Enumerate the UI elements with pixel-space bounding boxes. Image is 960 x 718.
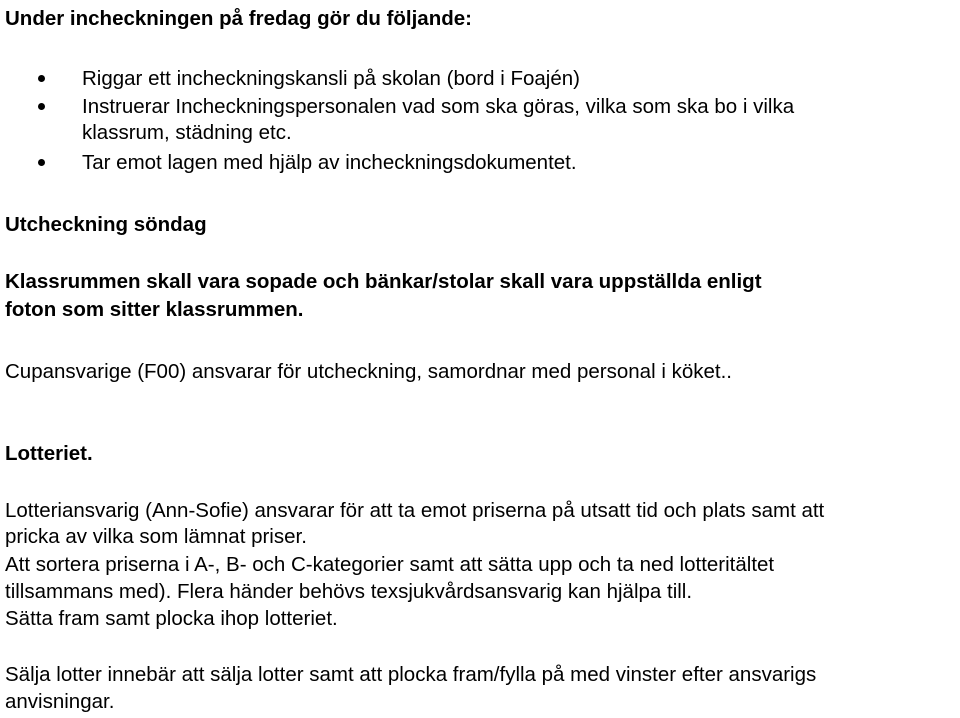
heading-checkout: Utcheckning söndag: [5, 213, 207, 236]
bullet-icon: [38, 103, 45, 110]
checkin-bullet-2-line-1: Instruerar Incheckningspersonalen vad som ska göras, vilka som ska bo i vilka: [82, 95, 795, 118]
checkin-bullet-2-line-2: klassrum, städning etc.: [82, 121, 292, 144]
lottery-sales-line-2: anvisningar.: [5, 690, 115, 713]
checkout-responsible: Cupansvarige (F00) ansvarar för utcheckning, samordnar med personal i köket..: [5, 360, 732, 383]
bullet-icon: [38, 159, 45, 166]
lottery-line-3: Att sortera priserna i A-, B- och C-kategorier samt att sätta upp och ta ned lotteritältet: [5, 553, 775, 576]
checkout-rule-line-2: foton som sitter klassrummen.: [5, 298, 304, 321]
lottery-line-2: pricka av vilka som lämnat priser.: [5, 525, 307, 548]
lottery-line-1: Lotteriansvarig (Ann-Sofie) ansvarar för att ta emot priserna på utsatt tid och plats samt att: [5, 499, 825, 522]
heading-checkin: Under incheckningen på fredag gör du följande:: [5, 7, 472, 30]
bullet-icon: [38, 75, 45, 82]
lottery-sales-line-1: Sälja lotter innebär att sälja lotter samt att plocka fram/fylla på med vinster efter ansvarigs: [5, 663, 817, 686]
checkin-bullet-3: Tar emot lagen med hjälp av incheckningsdokumentet.: [82, 151, 577, 174]
lottery-line-5: Sätta fram samt plocka ihop lotteriet.: [5, 607, 338, 630]
heading-lottery: Lotteriet.: [5, 442, 93, 465]
checkout-rule-line-1: Klassrummen skall vara sopade och bänkar/stolar skall vara uppställda enligt: [5, 270, 762, 293]
checkin-bullet-1: Riggar ett incheckningskansli på skolan (bord i Foajén): [82, 67, 580, 90]
lottery-line-4: tillsammans med). Flera händer behövs texsjukvårdsansvarig kan hjälpa till.: [5, 580, 693, 603]
